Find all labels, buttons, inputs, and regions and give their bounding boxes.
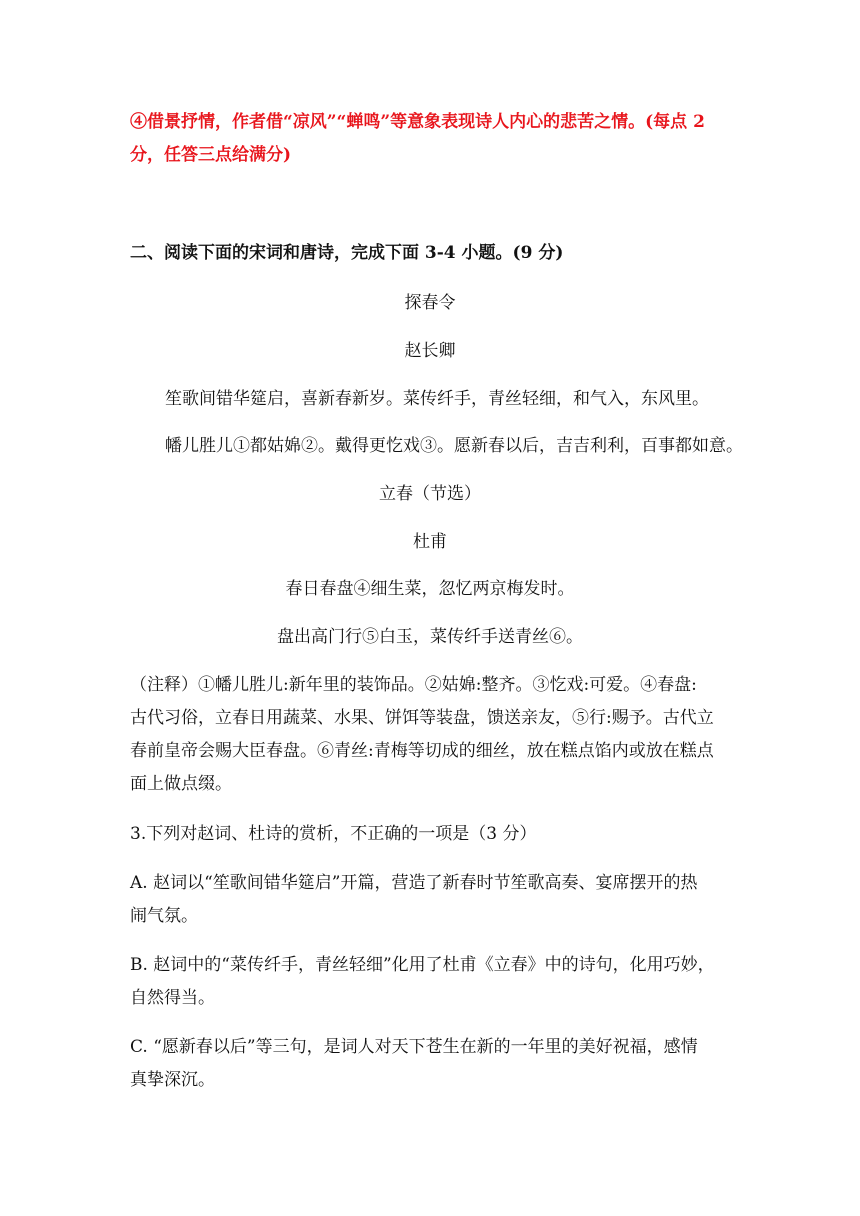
- poem1-line-2: 幡儿胜儿①都姑婂②。戴得更忔戏③。愿新春以后，吉吉利利，百事都如意。: [165, 436, 743, 456]
- poem2-line-2: 盘出高门行⑤白玉，菜传纤手送青丝⑥。: [277, 627, 583, 647]
- notes-line-1: （注释）①幡儿胜儿:新年里的装饰品。②姑婂:整齐。③忔戏:可爱。④春盘:: [130, 675, 697, 695]
- option-a-line-1: A. 赵词以“笙歌间错华筵启”开篇，营造了新春时节笙歌高奏、宴席摆开的热: [130, 873, 698, 893]
- section-heading: 二、阅读下面的宋词和唐诗，完成下面 3-4 小题。(9 分): [130, 243, 564, 263]
- option-b-line-2: 自然得当。: [130, 988, 215, 1008]
- option-c-line-1: C. “愿新春以后”等三句，是词人对天下苍生在新的一年里的美好祝福，感情: [130, 1037, 698, 1057]
- notes-line-3: 春前皇帝会赐大臣春盘。⑥青丝:青梅等切成的细丝，放在糕点馅内或放在糕点: [130, 741, 714, 761]
- notes-line-2: 古代习俗，立春日用蔬菜、水果、饼饵等装盘，馈送亲友，⑤行:赐予。古代立: [130, 708, 714, 728]
- option-c-line-2: 真挚深沉。: [130, 1070, 215, 1090]
- question3-stem: 3.下列对赵词、杜诗的赏析，不正确的一项是（3 分）: [130, 824, 537, 844]
- option-b-line-1: B. 赵词中的“菜传纤手，青丝轻细”化用了杜甫《立春》中的诗句，化用巧妙，: [130, 955, 715, 975]
- option-a-line-2: 闹气氛。: [130, 906, 198, 926]
- poem1-line-1: 笙歌间错华筵启，喜新春新岁。菜传纤手，青丝轻细，和气入，东风里。: [165, 389, 709, 409]
- poem2-title: 立春（节选）: [379, 484, 481, 504]
- poem1-title: 探春令: [404, 293, 456, 313]
- answer-line-1: ④借景抒情，作者借“凉风”“蝉鸣”等意象表现诗人内心的悲苦之情。(每点 2: [130, 112, 705, 132]
- poem1-author: 赵长卿: [404, 341, 456, 361]
- notes-line-4: 面上做点缀。: [130, 774, 232, 794]
- poem2-line-1: 春日春盘④细生菜，忽忆两京梅发时。: [285, 579, 575, 599]
- poem2-author: 杜甫: [413, 532, 447, 552]
- answer-line-2: 分，任答三点给满分): [130, 145, 292, 165]
